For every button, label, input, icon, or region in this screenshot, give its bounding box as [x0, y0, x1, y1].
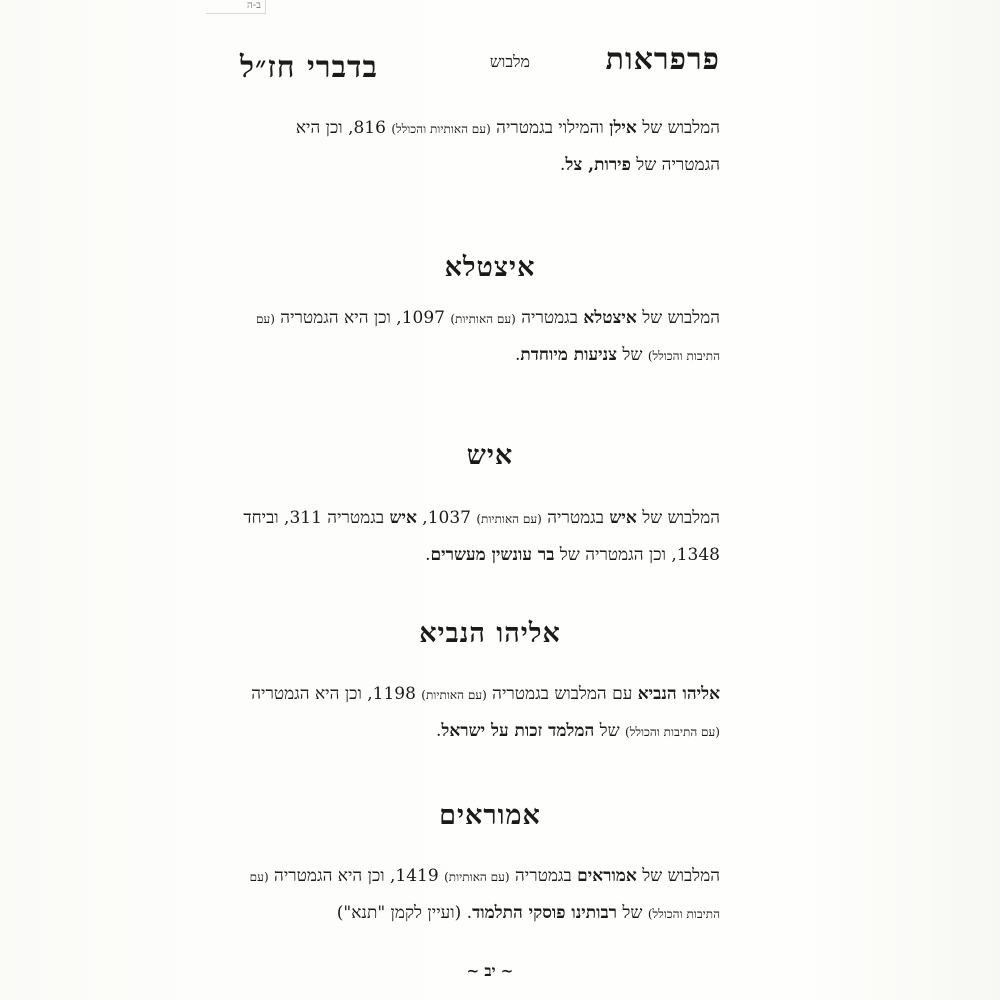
entry-heading-eliyahu: אליהו הנביא: [419, 618, 561, 649]
keyword: אליהו הנביא: [637, 684, 720, 704]
text-run: 1198, וכן היא הגמטריה: [251, 684, 422, 704]
entry-text-ish: [240, 500, 720, 573]
text-run: בגמטריה 311, וביחד 1348, וכן הגמטריה של: [243, 508, 720, 565]
text-run: .: [514, 345, 521, 365]
text-run: בגמטריה: [509, 866, 578, 886]
entry-text-itstala: [240, 300, 720, 374]
text-run: 1419, וכן היא הגמטריה: [268, 866, 445, 886]
entry-heading-amoraim: אמוראים: [439, 800, 541, 831]
keyword: אמוראים: [577, 866, 637, 886]
keyword: איש: [389, 508, 417, 528]
text-run: של: [617, 345, 648, 365]
text-run: של: [594, 721, 626, 741]
keyword: איש: [609, 508, 637, 528]
text-run: 1037,: [416, 508, 477, 528]
page-number: ~ יב ~: [466, 962, 514, 980]
parenthetical-note: (עם התיבות והכולל): [255, 312, 720, 363]
text-run: של: [617, 903, 648, 923]
keyword: צניעות מיוחדת: [520, 345, 618, 365]
entry-text-eliyahu: [240, 676, 720, 750]
text-run: בגמטריה: [541, 508, 610, 528]
keyword: איצטלא: [583, 308, 637, 328]
text-run: .: [435, 721, 442, 741]
keyword: בר עונשין מעשרים: [430, 545, 555, 565]
keyword: אילן: [609, 118, 637, 138]
text-run: המלבוש של: [636, 308, 720, 328]
text-run: בגמטריה: [515, 308, 584, 328]
parenthetical-note: (עם התיבות והכולל): [249, 870, 720, 921]
text-run: 1097, וכן היא הגמטריה: [274, 308, 451, 328]
keyword: המלמד זכות על ישראל: [441, 721, 595, 741]
parenthetical-note: (עם האותיות): [444, 870, 510, 884]
text-run: המלבוש של: [636, 118, 720, 138]
text-run: .: [425, 545, 431, 565]
keyword: רבותינו פוסקי התלמוד: [472, 903, 618, 923]
parenthetical-note: (עם התיבות והכולל): [625, 725, 720, 739]
keyword: פירות, צל: [565, 155, 631, 175]
header-left: בדברי חז״ל: [240, 50, 378, 85]
corner-mark: [206, 0, 266, 14]
entry-heading-itstala: איצטלא: [444, 252, 536, 283]
entry-text-ilan: [240, 110, 720, 183]
parenthetical-note: (עם האותיות): [476, 512, 542, 526]
parenthetical-note: (עם האותיות): [450, 312, 516, 326]
header-center: מלבוש: [489, 52, 530, 71]
text-run: .: [560, 155, 566, 175]
corner-text: ב-ה: [247, 0, 261, 11]
text-run: . (ועיין לקמן "תנא"): [336, 903, 473, 923]
text-run: המלבוש של: [636, 866, 720, 886]
parenthetical-note: (עם האותיות): [421, 688, 487, 702]
parenthetical-note: (עם האותיות והכולל): [391, 122, 491, 136]
text-run: עם המלבוש בגמטריה: [486, 684, 638, 704]
entry-text-amoraim: [240, 858, 720, 932]
text-run: 816, וכן היא הגמטריה של: [295, 118, 720, 175]
text-run: המלבוש של: [636, 508, 720, 528]
running-header: [240, 36, 740, 86]
entry-heading-ish: איש: [466, 440, 514, 471]
header-right: פרפראות: [605, 42, 720, 77]
text-run: והמילוי בגמטריה: [490, 118, 610, 138]
